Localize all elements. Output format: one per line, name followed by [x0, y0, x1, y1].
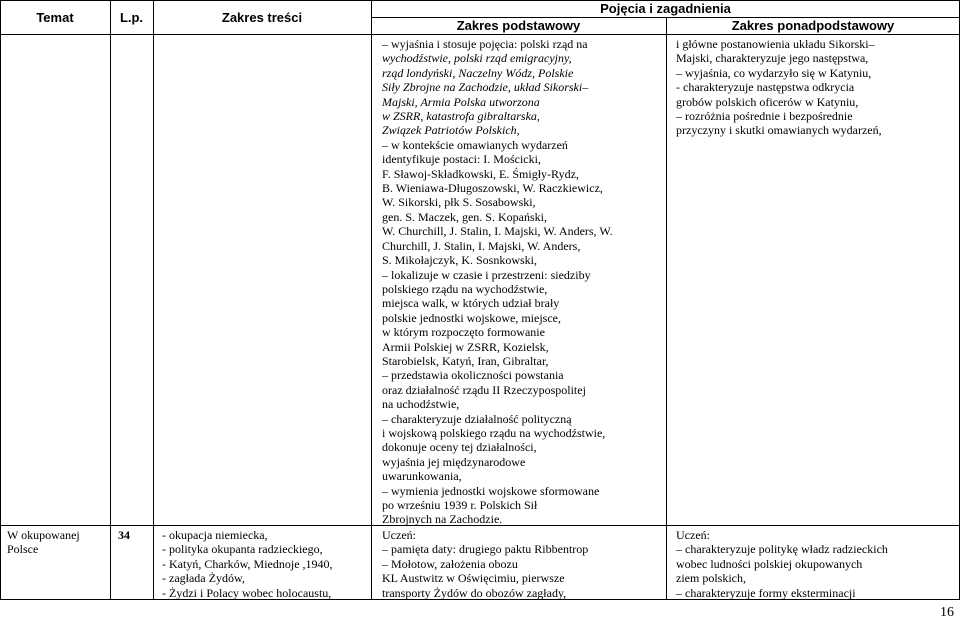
header-pojecia: Pojęcia i zagadnienia	[600, 1, 731, 16]
row1-podstawowy	[382, 37, 613, 527]
text-line: F. Sławoj-Składkowski, E. Śmigły-Rydz,	[382, 166, 579, 181]
text-line: ziem polskich,	[676, 571, 746, 586]
text-line: polskie jednostki wojskowe, miejsce,	[382, 310, 561, 325]
text-line: – wyjaśnia i stosuje pojęcia: polski rząd na	[382, 37, 588, 51]
row2-podstawowy	[382, 528, 588, 600]
text-line: - Katyń, Charków, Miednoje ,1940,	[162, 556, 333, 571]
text-line: - Żydzi i Polacy wobec holocaustu,	[162, 585, 332, 600]
col-divider-3	[371, 0, 372, 600]
text-line: Siły Zbrojne na Zachodzie, układ Sikorski–	[382, 80, 589, 95]
text-line: – Mołotow, założenia obozu	[382, 556, 518, 571]
text-line: na uchodźstwie,	[382, 397, 460, 412]
text-line: rząd londyński, Naczelny Wódz, Polskie	[382, 65, 574, 80]
text-line: polskiego rządu na wychodźstwie,	[382, 281, 548, 296]
text-line: Majski, Armia Polska utworzona	[382, 94, 540, 109]
text-line: grobów polskich oficerów w Katyniu,	[676, 94, 859, 109]
text-line: transporty Żydów do obozów zagłady,	[382, 585, 567, 600]
text-line: W. Sikorski, płk S. Sosabowski,	[382, 195, 536, 210]
text-line: gen. S. Maczek, gen. S. Kopański,	[382, 209, 547, 224]
text-line: W. Churchill, J. Stalin, I. Majski, W. Anders, W.	[382, 224, 613, 239]
header-ponadpodstawowy: Zakres ponadpodstawowy	[731, 18, 895, 33]
text-line: – charakteryzuje politykę władz radzieckich	[676, 542, 888, 557]
page-number: 16	[940, 605, 954, 620]
text-line: – rozróżnia pośrednie i bezpośrednie	[676, 109, 853, 124]
text-line: – pamięta daty: drugiego paktu Ribbentrop	[382, 542, 589, 557]
col-divider-1	[110, 0, 111, 600]
header-lp: L.p.	[119, 10, 144, 25]
col-divider-4	[666, 17, 667, 600]
text-line: wyjaśnia jej międzynarodowe	[382, 454, 526, 469]
table-border-left	[0, 0, 1, 600]
text-line: Uczeń:	[382, 528, 416, 542]
text-line: w którym rozpoczęto formowanie	[382, 325, 545, 340]
text-line: Armii Polskiej w ZSRR, Kozielsk,	[382, 339, 549, 354]
row2-temat	[7, 528, 80, 557]
text-line: Majski, charakteryzuje jego następstwa,	[676, 51, 869, 66]
text-line: – w kontekście omawianych wydarzeń	[382, 137, 568, 152]
text-line: Polsce	[7, 542, 39, 557]
header-temat: Temat	[36, 10, 74, 25]
text-line: i wojskową polskiego rządu na wychodźstwie,	[382, 425, 606, 440]
text-line: oraz działalność rządu II Rzeczypospolitej	[382, 382, 586, 397]
text-line: Zbrojnych na Zachodzie.	[382, 512, 503, 527]
text-line: Starobielsk, Katyń, Iran, Gibraltar,	[382, 353, 549, 368]
text-line: wobec ludności polskiej okupowanych	[676, 556, 863, 571]
row2-ponadpodstawowy	[676, 528, 888, 600]
header-zakres-tresci: Zakres treści	[221, 10, 303, 25]
header-bottom-line	[0, 34, 960, 35]
text-line: po wrześniu 1939 r. Polskich Sił	[382, 498, 538, 512]
text-line: Związek Patriotów Polskich,	[382, 123, 520, 138]
text-line: dokonuje oceny tej działalności,	[382, 440, 537, 455]
text-line: wychodźstwie, polski rząd emigracyjny,	[382, 51, 572, 66]
text-line: identyfikuje postaci: I. Mościcki,	[382, 152, 541, 167]
text-line: i główne postanowienia układu Sikorski–	[676, 37, 875, 51]
text-line: – charakteryzuje formy eksterminacji	[676, 585, 856, 600]
text-line: – lokalizuje w czasie i przestrzeni: siedziby	[382, 267, 591, 282]
text-line: – charakteryzuje działalność polityczną	[382, 411, 572, 426]
text-line: - okupacja niemiecka,	[162, 528, 268, 542]
header-podstawowy: Zakres podstawowy	[456, 18, 581, 33]
text-line: KL Austwitz w Oświęcimiu, pierwsze	[382, 571, 565, 586]
row2-zakres-tresci	[162, 528, 333, 600]
text-line: Churchill, J. Stalin, I. Majski, W. Anders,	[382, 238, 581, 253]
text-line: Uczeń:	[676, 528, 710, 542]
text-line: W okupowanej	[7, 528, 80, 542]
text-line: - zagłada Żydów,	[162, 571, 245, 586]
col-divider-2	[153, 0, 154, 600]
text-line: miejsca walk, w których udział brały	[382, 296, 560, 311]
text-line: w ZSRR, katastrofa gibraltarska,	[382, 109, 540, 124]
row1-ponadpodstawowy	[676, 37, 882, 138]
text-line: – przedstawia okoliczności powstania	[382, 368, 564, 383]
text-line: - charakteryzuje następstwa odkrycia	[676, 80, 855, 95]
text-line: – wyjaśnia, co wydarzyło się w Katyniu,	[676, 65, 872, 80]
text-line: uwarunkowania,	[382, 469, 462, 484]
text-line: – wymienia jednostki wojskowe sformowane	[382, 483, 600, 498]
row2-lp: 34	[118, 528, 130, 542]
text-line: - polityka okupanta radzieckiego,	[162, 542, 323, 557]
text-line: S. Mikołajczyk, K. Sosnkowski,	[382, 253, 538, 268]
text-line: przyczyny i skutki omawianych wydarzeń,	[676, 123, 882, 138]
text-line: B. Wieniawa-Długoszowski, W. Raczkiewicz,	[382, 181, 603, 196]
